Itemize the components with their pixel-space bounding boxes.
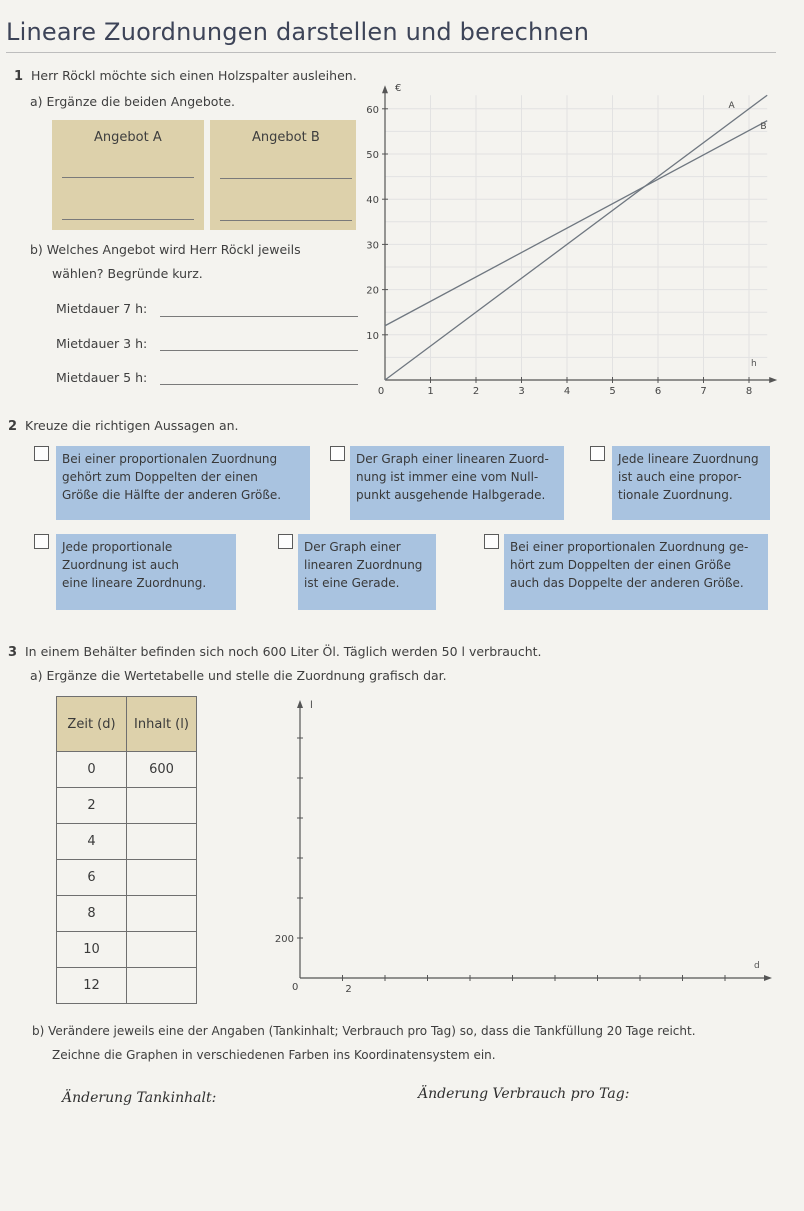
rental-5-blank[interactable] [160,384,358,385]
table-header-content: Inhalt (l) [127,697,197,752]
table-cell-time: 4 [57,824,127,860]
statement-4 [56,534,236,610]
chart1-y-tick-label: 30 [366,240,379,252]
table-header-row [57,697,197,752]
statement-2-line-3: punkt ausgehende Halbgerade. [356,488,546,502]
chart1-x-tick-label: 3 [518,386,525,397]
offer-a-box [52,120,204,230]
chart1-x-tick-label: 8 [745,386,753,397]
offer-b-blank-1[interactable] [220,178,352,179]
rental-3-blank[interactable] [160,350,358,351]
statement-5-checkbox[interactable] [278,534,293,549]
statement-1-line-1: Bei einer proportionalen Zuordnung [62,452,278,466]
task1-a-text: a) Ergänze die beiden Angebote. [30,94,236,109]
offer-a-title: Angebot A [94,130,162,145]
chart1-x-tick-label: 1 [427,386,434,397]
chart1-y-tick-label: 10 [366,330,379,342]
statement-6-line-2: hört zum Doppelten der einen Größe [510,558,731,572]
statement-4-line-2: Zuordnung ist auch [62,558,180,572]
statement-2-checkbox[interactable] [330,446,345,461]
table-cell-time: 6 [57,860,127,896]
task3-a-text: a) Ergänze die Wertetabelle und stelle die Zuordnung grafisch dar. [30,668,447,683]
statement-1-line-3: Größe die Hälfte der anderen Größe. [62,488,282,502]
statement-1-line-2: gehört zum Doppelten der einen [62,470,258,484]
oil-tank-chart[interactable] [260,690,780,1010]
table-cell-content[interactable] [127,932,197,968]
chart1-x-axis-label: h [751,359,757,369]
chart2-x-tick-label: 0 [292,982,299,993]
task3-intro [8,644,542,660]
statement-3-line-1: Jede lineare Zuordnung [618,452,759,466]
statement-5-line-1: Der Graph einer [304,540,401,554]
chart1-y-tick-label: 20 [366,285,379,297]
statement-6-checkbox[interactable] [484,534,499,549]
rental-7-blank[interactable] [160,316,358,317]
table-cell-time: 8 [57,896,127,932]
chart1-x-tick-label: 5 [609,386,616,397]
page-title: Lineare Zuordnungen darstellen und berechnen [6,18,590,46]
table-row [57,752,197,788]
statement-5-line-2: linearen Zuordnung [304,558,423,572]
table-cell-time: 0 [57,752,127,788]
offer-b-title: Angebot B [252,130,320,145]
statement-3-line-3: tionale Zuordnung. [618,488,733,502]
table-header-time: Zeit (d) [57,697,127,752]
value-table [56,696,197,1004]
statement-3 [612,446,770,520]
task2-number: 2 [8,419,18,434]
offer-b-box [210,120,356,230]
statement-3-checkbox[interactable] [590,446,605,461]
chart1-y-axis-arrow [382,85,388,93]
statement-1 [56,446,310,520]
chart2-x-axis-label: d [754,961,760,971]
table-cell-time: 2 [57,788,127,824]
chart1-x-tick-label: 7 [700,386,707,397]
handwritten-tank-change: Änderung Tankinhalt: [62,1090,217,1106]
chart1-x-tick-label: 2 [472,386,480,397]
task1-intro [14,68,357,84]
rental-7-label: Mietdauer 7 h: [56,301,148,316]
chart1-series-line-A [385,95,767,380]
statement-4-line-1: Jede proportionale [62,540,173,554]
statement-4-checkbox[interactable] [34,534,49,549]
table-cell-content[interactable] [127,968,197,1004]
title-underline [6,52,776,53]
chart1-y-tick-label: 40 [366,195,379,207]
chart2-y-axis-arrow [297,700,303,708]
chart1-x-tick-label: 6 [654,386,662,397]
statement-6-line-1: Bei einer proportionalen Zuordnung ge- [510,540,749,554]
chart1-y-tick-label: 60 [366,104,379,116]
chart2-y-axis-label: l [310,700,313,711]
statement-5-line-3: ist eine Gerade. [304,576,400,590]
statement-2 [350,446,564,520]
chart1-x-axis-arrow [769,377,777,383]
task3-b-text-1: b) Verändere jeweils eine der Angaben (Tankinhalt; Verbrauch pro Tag) so, dass die Tankfüllung 20 Tage reicht. [32,1024,696,1038]
statement-3-line-2: ist auch eine propor- [618,470,742,484]
chart1-x-tick-label: 0 [377,386,385,397]
offer-b-blank-2[interactable] [220,220,352,221]
statement-6 [504,534,768,610]
statement-2-line-2: nung ist immer eine vom Null- [356,470,539,484]
rental-3-label: Mietdauer 3 h: [56,336,148,351]
table-cell-content[interactable] [127,788,197,824]
task3-intro-text: In einem Behälter befinden sich noch 600 Liter Öl. Täglich werden 50 l verbraucht. [25,644,542,659]
task1-b-text-2: wählen? Begründe kurz. [52,266,203,281]
rental-cost-chart [360,78,780,408]
table-cell-content[interactable]: 600 [127,752,197,788]
table-row [57,788,197,824]
offer-a-blank-1[interactable] [62,177,194,178]
offer-a-blank-2[interactable] [62,219,194,220]
chart2-y-tick-label: 200 [274,934,294,945]
task1-b-text-1: b) Welches Angebot wird Herr Röckl jeweils [30,242,301,257]
statement-1-checkbox[interactable] [34,446,49,461]
statement-2-line-1: Der Graph einer linearen Zuord- [356,452,549,466]
chart1-x-tick-label: 4 [563,386,571,397]
statement-5 [298,534,436,610]
table-row [57,824,197,860]
task2-intro [8,418,239,434]
table-cell-content[interactable] [127,824,197,860]
task1-intro-text: Herr Röckl möchte sich einen Holzspalter ausleihen. [31,68,357,83]
table-row [57,860,197,896]
table-row [57,968,197,1004]
rental-5-label: Mietdauer 5 h: [56,370,148,385]
chart1-series-label-B: B [760,122,767,133]
chart1-y-axis-label: € [395,83,402,95]
table-cell-time: 12 [57,968,127,1004]
table-row [57,932,197,968]
table-cell-content[interactable] [127,860,197,896]
table-cell-time: 10 [57,932,127,968]
chart2-axes [297,700,772,981]
chart1-series-label-A: A [728,100,735,111]
table-row [57,896,197,932]
handwritten-consumption-change: Änderung Verbrauch pro Tag: [418,1086,630,1102]
task3-number: 3 [8,645,18,660]
chart1-lines [385,95,767,380]
chart2-x-tick-label: 2 [345,984,352,995]
chart2-x-axis-arrow [764,975,772,981]
statement-6-line-3: auch das Doppelte der anderen Größe. [510,576,744,590]
task3-b-text-2: Zeichne die Graphen in verschiedenen Farben ins Koordinatensystem ein. [52,1048,496,1062]
table-cell-content[interactable] [127,896,197,932]
statement-4-line-3: eine lineare Zuordnung. [62,576,207,590]
task1-number: 1 [14,69,24,84]
task2-intro-text: Kreuze die richtigen Aussagen an. [25,418,239,433]
chart1-y-tick-label: 50 [366,150,379,161]
chart1-series-line-B [385,121,767,326]
chart2-labels [275,700,760,995]
